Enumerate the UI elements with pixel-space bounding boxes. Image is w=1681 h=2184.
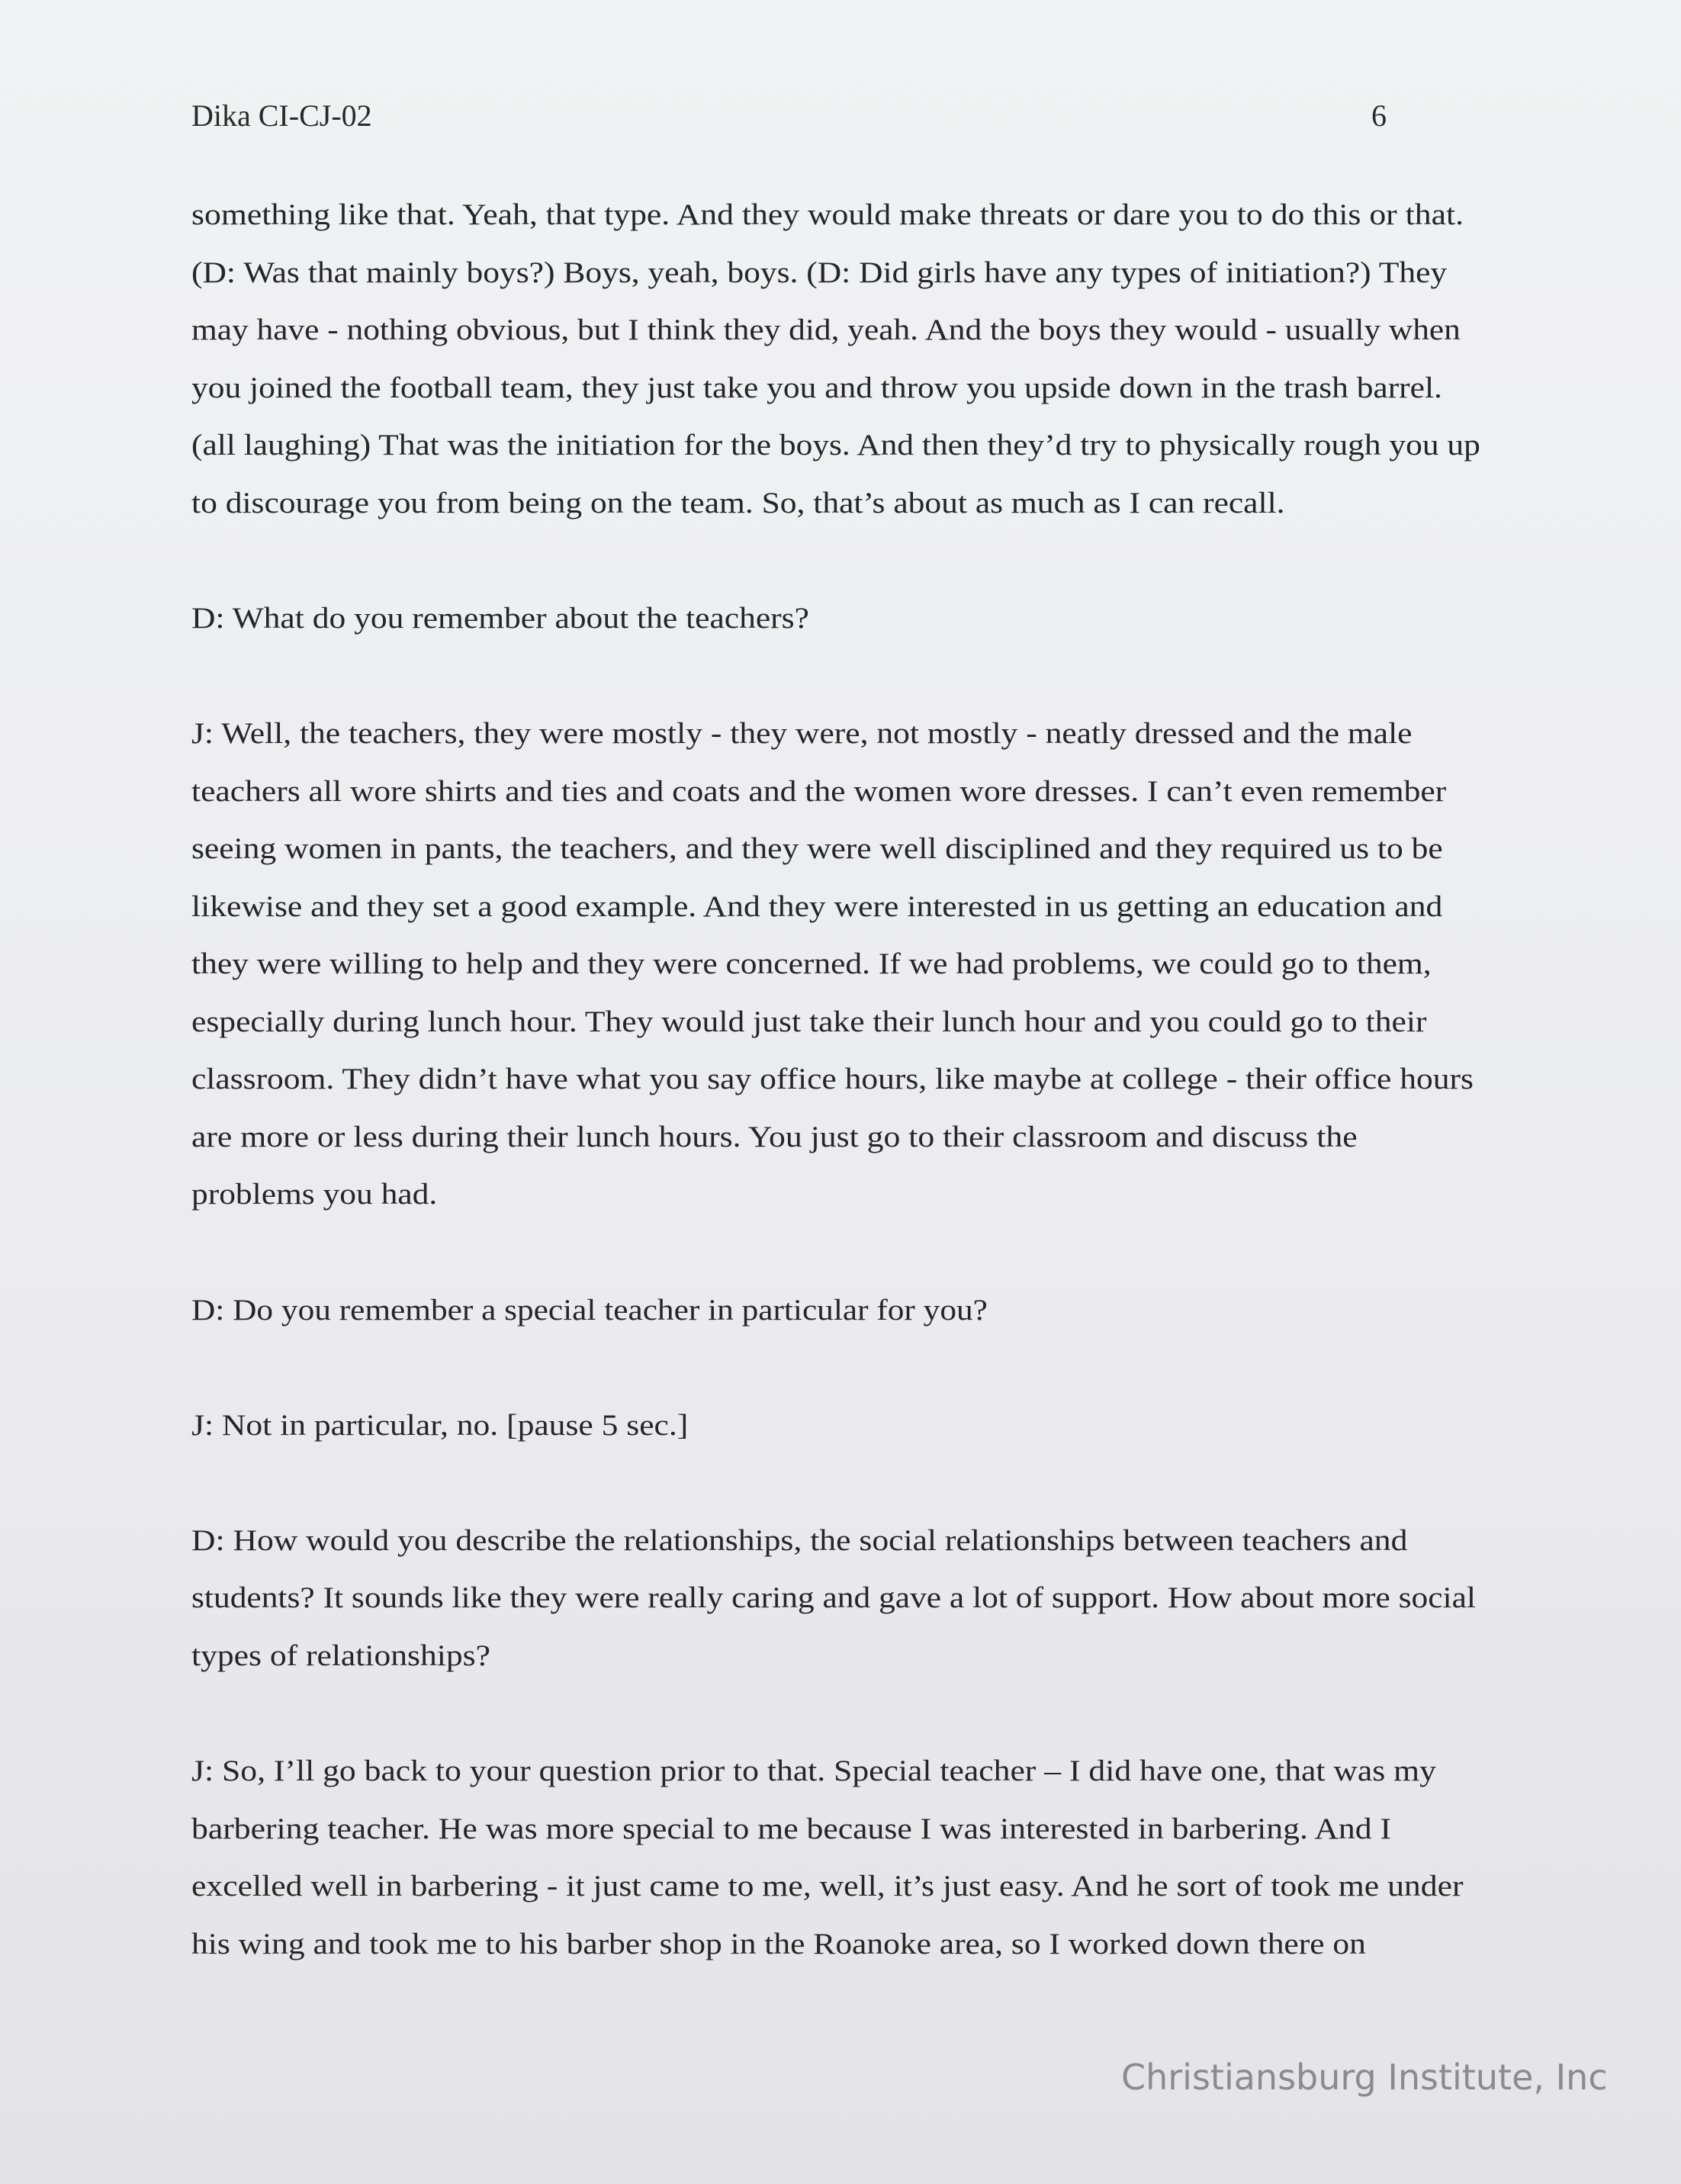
answer-line: J: Not in particular, no. [pause 5 sec.] <box>191 1409 689 1442</box>
watermark: Christiansburg Institute, Inc <box>1121 2057 1608 2098</box>
answer-line: seeing women in pants, the teachers, and they were well disciplined and they required us to be <box>191 832 1443 865</box>
answer-line: his wing and took me to his barber shop in the Roanoke area, so I worked down there on <box>191 1928 1366 1960</box>
document-id: Dika CI-CJ-02 <box>191 98 372 133</box>
transcript-line: something like that. Yeah, that type. And they would make threats or dare you to do this or that. <box>191 198 1464 231</box>
transcript-line: may have - nothing obvious, but I think they did, yeah. And the boys they would - usually when <box>191 314 1461 346</box>
transcript-line: (all laughing) That was the initiation for the boys. And then they’d try to physically rough you up <box>191 429 1480 462</box>
answer-line: are more or less during their lunch hours. You just go to their classroom and discuss the <box>191 1121 1358 1153</box>
transcript-line: (D: Was that mainly boys?) Boys, yeah, boys. (D: Did girls have any types of initiation?) They <box>191 256 1448 289</box>
answer-line: problems you had. <box>191 1178 438 1211</box>
answer-line: likewise and they set a good example. And they were interested in us getting an education and <box>191 890 1443 923</box>
question-line: types of relationships? <box>191 1639 490 1672</box>
answer-line: classroom. They didn’t have what you say office hours, like maybe at college - their office hours <box>191 1063 1474 1095</box>
transcript-line: to discourage you from being on the team. So, that’s about as much as I can recall. <box>191 487 1285 519</box>
answer-line: J: Well, the teachers, they were mostly - they were, not mostly - neatly dressed and the male <box>191 717 1413 750</box>
answer-line: barbering teacher. He was more special to me because I was interested in barbering. And I <box>191 1812 1392 1845</box>
page-number: 6 <box>1371 98 1387 133</box>
question-line: students? It sounds like they were really caring and gave a lot of support. How about more social <box>191 1581 1476 1614</box>
question-line: D: Do you remember a special teacher in particular for you? <box>191 1294 988 1327</box>
transcript-line: you joined the football team, they just take you and throw you upside down in the trash barrel. <box>191 372 1442 404</box>
answer-line: they were willing to help and they were concerned. If we had problems, we could go to them, <box>191 947 1432 980</box>
answer-line: teachers all wore shirts and ties and coats and the women wore dresses. I can’t even remember <box>191 775 1447 808</box>
question-line: D: How would you describe the relationships, the social relationships between teachers and <box>191 1524 1408 1557</box>
answer-line: J: So, I’ll go back to your question prior to that. Special teacher – I did have one, that was my <box>191 1755 1436 1787</box>
answer-line: excelled well in barbering - it just came to me, well, it’s just easy. And he sort of took me under <box>191 1870 1464 1903</box>
answer-line: especially during lunch hour. They would just take their lunch hour and you could go to their <box>191 1005 1427 1038</box>
question-line: D: What do you remember about the teachers? <box>191 602 809 635</box>
